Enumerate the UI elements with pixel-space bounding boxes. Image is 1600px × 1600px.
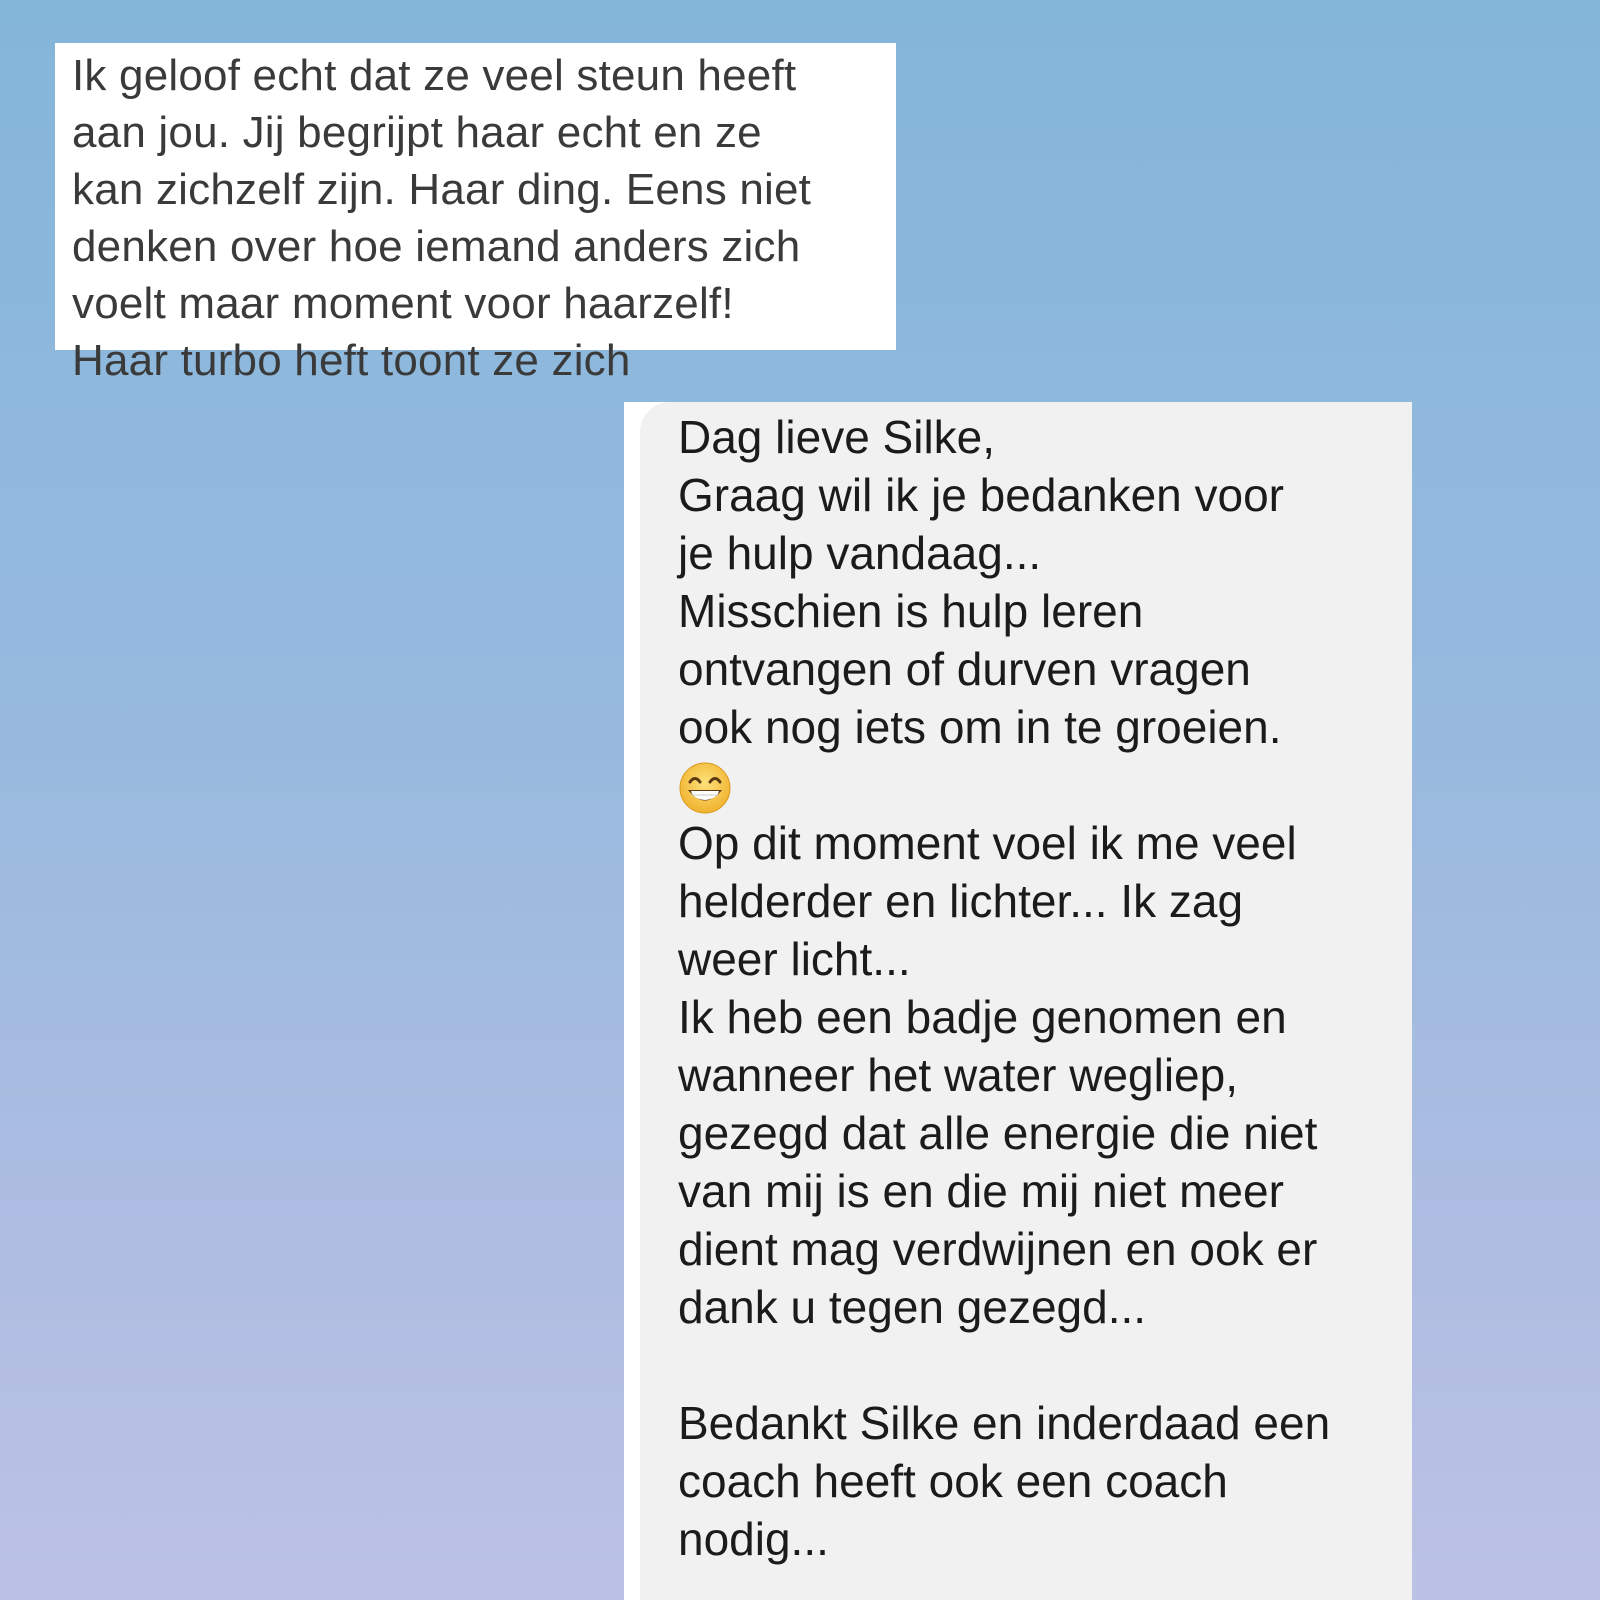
message-line: helderder en lichter... Ik zag (678, 875, 1244, 927)
message-line: Graag wil ik je bedanken voor (678, 469, 1284, 521)
top-message-line: aan jou. Jij begrijpt haar echt en ze (72, 108, 762, 157)
grinning-face-icon (678, 756, 1412, 814)
message-line: gezegd dat alle energie die niet (678, 1107, 1318, 1159)
top-message-card (55, 43, 896, 385)
bottom-message-card (624, 402, 1412, 1600)
top-message-line: kan zichzelf zijn. Haar ding. Eens niet (72, 165, 812, 214)
message-line: wanneer het water wegliep, (678, 1049, 1238, 1101)
message-line: je hulp vandaag... (678, 527, 1042, 579)
grinning-face-with-smiling-eyes-icon (678, 761, 732, 815)
top-message-line: voelt maar moment voor haarzelf! (72, 279, 734, 328)
message-line: coach heeft ook een coach (678, 1455, 1228, 1507)
message-line: van mij is en die mij niet meer (678, 1165, 1284, 1217)
top-message-line: denken over hoe iemand anders zich (72, 222, 801, 271)
message-line: ontvangen of durven vragen (678, 643, 1251, 695)
top-message-line: Ik geloof echt dat ze veel steun heeft (72, 51, 797, 100)
message-line: Ik heb een badje genomen en (678, 991, 1287, 1043)
message-line: dank u tegen gezegd... (678, 1281, 1147, 1333)
message-line: Bedankt Silke en inderdaad een (678, 1397, 1331, 1449)
message-line: Dag lieve Silke, (678, 411, 996, 463)
message-line: nodig... (678, 1513, 829, 1565)
message-line: dient mag verdwijnen en ook er (678, 1223, 1318, 1275)
message-line: weer licht... (678, 933, 911, 985)
message-line: ook nog iets om in te groeien. (678, 701, 1282, 753)
message-line: Misschien is hulp leren (678, 585, 1144, 637)
message-line: Op dit moment voel ik me veel (678, 817, 1297, 869)
paragraph-spacer (678, 1336, 1412, 1394)
message-bubble (640, 402, 1412, 1600)
top-message-line-cut: Haar turbo heft toont ze zich (72, 336, 631, 385)
